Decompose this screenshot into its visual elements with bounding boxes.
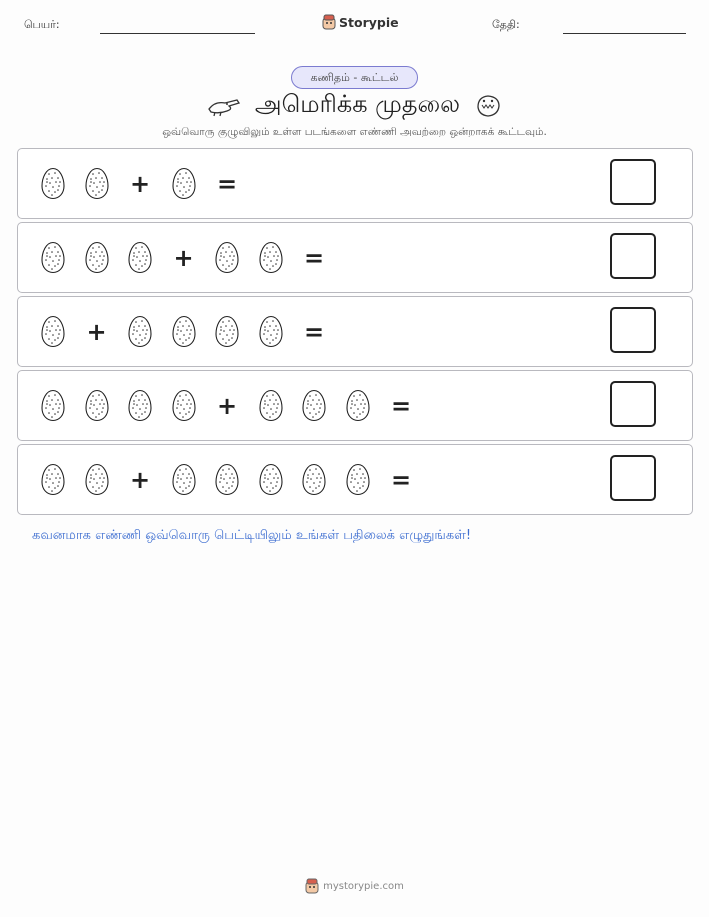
- egg-icon: [127, 389, 153, 422]
- problem-equation: [40, 371, 432, 440]
- egg-icon: [84, 463, 110, 496]
- egg-icon: [301, 389, 327, 422]
- answer-box[interactable]: [610, 307, 656, 353]
- problem-row: [17, 370, 693, 441]
- title-block: [0, 90, 709, 123]
- egg-icon: [40, 241, 66, 274]
- problem-row: [17, 444, 693, 515]
- problem-row: [17, 296, 693, 367]
- egg-icon: [84, 167, 110, 200]
- alligator-head-icon: [474, 93, 502, 119]
- egg-icon: [345, 389, 371, 422]
- egg-icon: [258, 389, 284, 422]
- brand: [322, 14, 399, 30]
- egg-icon: [127, 315, 153, 348]
- egg-icon: [258, 241, 284, 274]
- name-label: பெயர்:: [24, 18, 60, 31]
- footer-url: mystorypie.com: [323, 880, 404, 892]
- plus-sign: +: [129, 465, 151, 494]
- reminder-note: கவனமாக எண்ணி ஒவ்வொரு பெட்டியிலும் உங்கள் பதிலைக் எழுதுங்கள்!: [32, 528, 472, 543]
- equals-sign: =: [390, 391, 412, 420]
- egg-icon: [171, 389, 197, 422]
- plus-sign: +: [216, 391, 238, 420]
- egg-icon: [171, 167, 197, 200]
- plus-sign: +: [173, 243, 194, 272]
- problem-row: [17, 222, 693, 293]
- equals-sign: =: [216, 169, 238, 198]
- problem-equation: [40, 445, 432, 514]
- answer-box[interactable]: [610, 455, 656, 501]
- egg-icon: [214, 463, 240, 496]
- problem-equation: [40, 297, 345, 366]
- storypie-footer-logo-icon: [305, 878, 319, 894]
- brand-name: Storypie: [339, 14, 399, 30]
- egg-icon: [40, 315, 66, 348]
- answer-box[interactable]: [610, 381, 656, 427]
- egg-icon: [258, 463, 284, 496]
- alligator-icon: [207, 95, 241, 117]
- egg-icon: [127, 241, 153, 274]
- problem-row: [17, 148, 693, 219]
- egg-icon: [171, 463, 197, 496]
- problem-equation: [40, 223, 345, 292]
- date-label: தேதி:: [492, 18, 520, 31]
- egg-icon: [214, 315, 240, 348]
- problem-equation: [40, 149, 258, 218]
- page-title: அமெரிக்க முதலை: [254, 90, 461, 118]
- plus-sign: +: [129, 169, 151, 198]
- header: [0, 14, 709, 38]
- egg-icon: [84, 389, 110, 422]
- storypie-logo-icon: [322, 14, 336, 30]
- instructions: ஒவ்வொரு குழுவிலும் உள்ள படங்களை எண்ணி அவற்றை ஒன்றாகக் கூட்டவும்.: [162, 126, 547, 138]
- equals-sign: =: [303, 243, 325, 272]
- egg-icon: [171, 315, 197, 348]
- footer: [0, 878, 709, 894]
- date-line: [563, 33, 686, 34]
- egg-icon: [301, 463, 327, 496]
- answer-box[interactable]: [610, 233, 656, 279]
- egg-icon: [214, 241, 240, 274]
- name-line: [100, 33, 255, 34]
- egg-icon: [40, 389, 66, 422]
- equals-sign: =: [390, 465, 412, 494]
- problem-list: [17, 148, 693, 518]
- egg-icon: [345, 463, 371, 496]
- egg-icon: [40, 167, 66, 200]
- subject-tag: கணிதம் - கூட்டல்: [291, 66, 418, 89]
- egg-icon: [84, 241, 110, 274]
- plus-sign: +: [86, 317, 107, 346]
- answer-box[interactable]: [610, 159, 656, 205]
- egg-icon: [258, 315, 284, 348]
- egg-icon: [40, 463, 66, 496]
- equals-sign: =: [303, 317, 325, 346]
